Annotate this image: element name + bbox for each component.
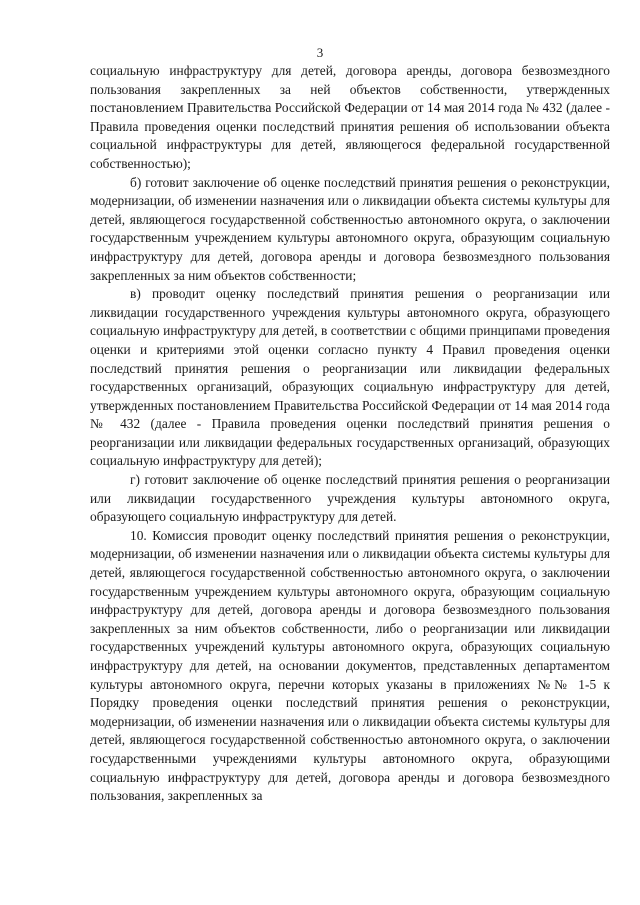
document-body: [90, 62, 610, 806]
paragraph-continuation: социальную инфраструктуру для детей, договора аренды, договора безвозмездного пользования закрепленных за ней объектов собственности, утвержденных постановлением Правительства Российской Федерации от 14 мая 2014 года № 432 (далее - Правила проведения оценки последствий принятия решения об использовании объекта социальной инфраструктуры для детей, являющегося федеральной государственной собственностью);: [90, 63, 610, 171]
paragraph-item-g: г) готовит заключение об оценке последствий принятия решения о реорганизации или ликвидации государственного учреждения культуры автономного округа, образующего социальную инфраструктуру для детей.: [90, 472, 610, 525]
paragraph-item-v: в) проводит оценку последствий принятия решения о реорганизации или ликвидации государственного учреждения культуры автономного округа, образующего социальную инфраструктуру для детей, в соответствии с общими принципами проведения оценки и критериями этой оценки согласно пункту 4 Правил проведения оценки последствий принятия решения о реорганизации или ликвидации федеральных государственных организаций, образующих социальную инфраструктуру для детей, утвержденных постановлением Правительства Российской Федерации от 14 мая 2014 года № 432 (далее - Правила проведения оценки последствий принятия решения о реорганизации или ликвидации федеральных государственных организаций, образующих социальную инфраструктуру для детей);: [90, 286, 610, 469]
paragraph-clause-10: 10. Комиссия проводит оценку последствий принятия решения о реконструкции, модернизации, об изменении назначения или о ликвидации объекта системы культуры для детей, являющегося государственной собственностью автономного округа, о заключении государственным учреждением культуры автономного округа, образующим социальную инфраструктуру для детей, договора аренды и договора безвозмездного пользования закрепленных за ним объектов собственности, либо о реорганизации или ликвидации государственных учреждений культуры автономного округа, образующих социальную инфраструктуру для детей, на основании документов, представленных департаментом культуры автономного округа, перечни которых указаны в приложениях №№ 1-5 к Порядку проведения оценки последствий принятия решения о реконструкции, модернизации, об изменении назначения или о ликвидации объекта системы культуры для детей, являющегося государственной собственностью автономного округа, о заключении государственными учреждениями культуры автономного округа, образующими социальную инфраструктуру для детей, договора аренды и договора безвозмездного пользования, закрепленных за: [90, 527, 610, 804]
paragraph-item-b: б) готовит заключение об оценке последствий принятия решения о реконструкции, модернизации, об изменении назначения или о ликвидации объекта системы культуры для детей, являющегося государственной собственностью автономного округа, о заключении государственным учреждением культуры автономного округа, образующим социальную инфраструктуру для детей, договора аренды и договора безвозмездного пользования закрепленных за ним объектов собственности;: [90, 174, 610, 283]
page-number: 3: [316, 45, 324, 60]
